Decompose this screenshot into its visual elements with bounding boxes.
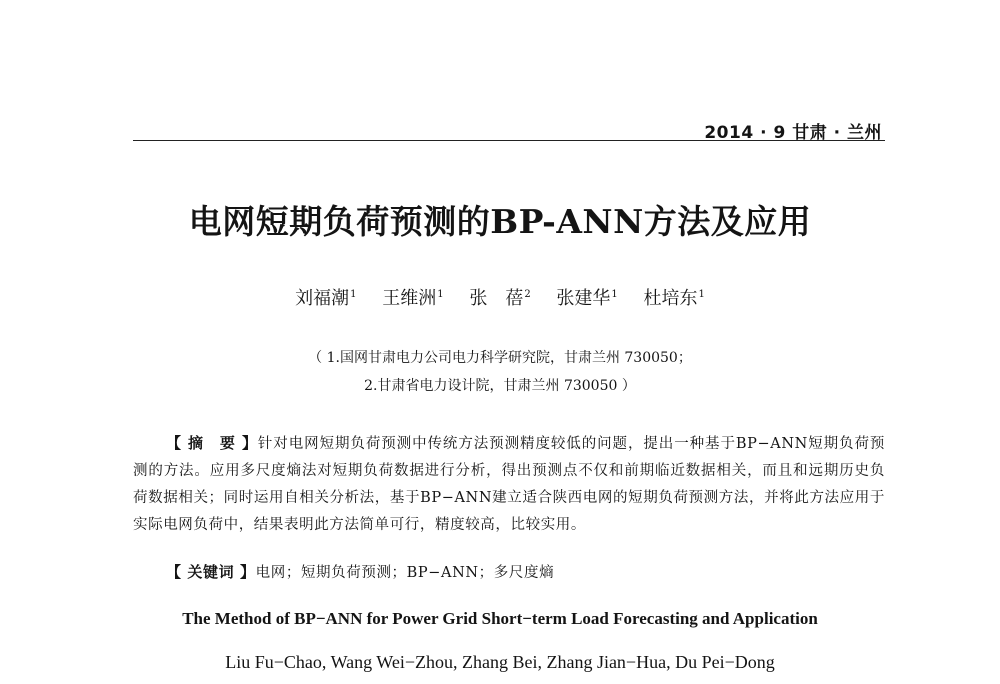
abstract [133, 430, 885, 539]
author-affiliation-mark: 1 [437, 289, 444, 300]
author [556, 284, 617, 310]
authors-en: Liu Fu−Chao, Wang Wei−Zhou, Zhang Bei, Zhang Jian−Hua, Du Pei−Dong [225, 652, 775, 672]
keywords [166, 561, 554, 582]
abstract-text: 针对电网短期负荷预测中传统方法预测精度较低的问题，提出一种基于BP−ANN短期负荷预测的方法。应用多尺度熵法对短期负荷数据进行分析，得出预测点不仅和前期临近数据相关，而且和远期历史负荷数据相关；同时运用自相关分析法，基于BP−ANN建立适合陕西电网的短期负荷预测方法，并将此方法应用于实际电网负荷中，结果表明此方法简单可行，精度较高，比较实用。 [133, 436, 885, 533]
authors-cn [0, 284, 1000, 310]
author-name: 张建华 [556, 288, 611, 309]
paper-title-en: The Method of BP−ANN for Power Grid Short−term Load Forecasting and Application [182, 609, 818, 628]
author-name: 杜培东 [643, 288, 698, 309]
author [469, 284, 530, 310]
affiliation-2: 2.甘肃省电力设计院，甘肃兰州 730050 ） [364, 378, 636, 394]
journal-date-location: 2014 · 9 甘肃 · 兰州 [704, 123, 882, 143]
author-affiliation-mark: 1 [350, 289, 357, 300]
author [644, 284, 705, 310]
author-affiliation-mark: 2 [524, 289, 531, 300]
author-affiliation-mark: 1 [698, 289, 705, 300]
header-rule [133, 140, 885, 141]
author-name: 刘福潮 [295, 288, 350, 309]
keywords-label: 【 关键词 】 [166, 563, 256, 581]
author-name: 王维洲 [382, 288, 437, 309]
author-name: 张 蓓 [469, 288, 524, 309]
affiliation-1: （ 1.国网甘肃电力公司电力科学研究院，甘肃兰州 730050； [308, 350, 692, 366]
author-affiliation-mark: 1 [611, 289, 618, 300]
keywords-text: 电网；短期负荷预测；BP−ANN；多尺度熵 [255, 565, 555, 581]
author [295, 284, 356, 310]
author [382, 284, 443, 310]
abstract-label: 【 摘 要 】 [166, 434, 258, 452]
paper-title-cn: 电网短期负荷预测的BP-ANN方法及应用 [188, 202, 812, 241]
